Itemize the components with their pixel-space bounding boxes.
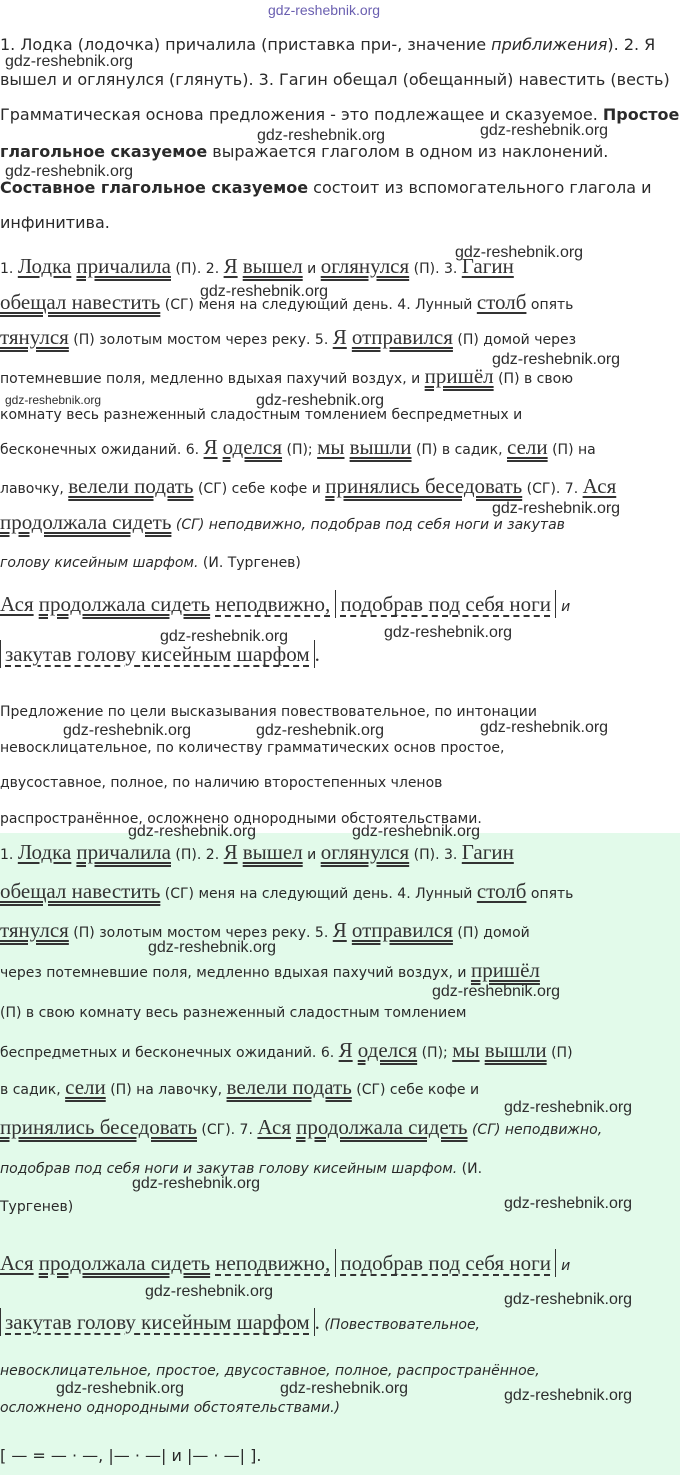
watermark: gdz-reshebnik.org <box>5 393 102 407</box>
predicate: сели <box>507 435 548 459</box>
participle-phrase: подобрав под себя ноги <box>335 1249 556 1277</box>
characteristics-line-1: Предложение по цели высказывания повествовательное, по интонации <box>0 704 537 720</box>
text: (П) золотым мостом через реку. 5. <box>68 925 333 941</box>
text: (П). 3. <box>409 847 462 863</box>
analysis-line-6 <box>0 437 596 460</box>
text-italic: голову кисейным шарфом. <box>0 555 199 571</box>
text-bold: глагольное сказуемое <box>0 142 208 161</box>
text: через потемневшие поля, медленно вдыхая пахучий воздух, и <box>0 965 471 981</box>
watermark: gdz-reshebnik.org <box>492 351 621 368</box>
watermark: gdz-reshebnik.org <box>280 1380 409 1397</box>
predicate: вышли <box>349 435 412 459</box>
analysis-line-7 <box>0 476 616 499</box>
analysis-line-9 <box>0 552 301 573</box>
watermark: gdz-reshebnik.org <box>128 823 257 840</box>
subject: мы <box>452 1038 480 1062</box>
text: Грамматическая основа предложения - это подлежащее и сказуемое. <box>0 105 603 124</box>
paragraph-morphemes-line-1 <box>0 35 655 55</box>
subject: Ася <box>582 474 617 498</box>
watermark: gdz-reshebnik.org <box>256 722 385 739</box>
watermark: gdz-reshebnik.org <box>56 1380 185 1397</box>
analysis-line-1 <box>0 256 514 279</box>
text: в садик, <box>0 1082 66 1098</box>
analysis-line-4 <box>0 366 573 389</box>
predicate: продолжала сидеть <box>0 510 172 534</box>
text: (П) домой <box>452 925 530 941</box>
subject: Я <box>338 1038 353 1062</box>
characteristics-line-2: невосклицательное, по количеству грамматических основ простое, <box>0 740 505 756</box>
predicate: тянулся <box>0 918 69 942</box>
subject: Я <box>223 254 238 278</box>
predicate: принялись беседовать <box>0 1115 197 1139</box>
watermark: gdz-reshebnik.org <box>504 1195 633 1212</box>
answer-line-2 <box>0 881 573 904</box>
answer-line-10: Тургенев) <box>0 1199 74 1215</box>
participle-phrase: подобрав под себя ноги <box>335 590 556 618</box>
characteristics-line-4: распространённое, осложнено однородными обстоятельствами. <box>0 811 482 827</box>
predicate: пришёл <box>424 364 494 388</box>
predicate: велели подать <box>226 1075 352 1099</box>
answer-line-7 <box>0 1077 479 1100</box>
watermark: gdz-reshebnik.org <box>384 624 513 641</box>
site-watermark-top[interactable]: gdz-reshebnik.org <box>268 2 381 18</box>
period: . <box>314 642 320 666</box>
predicate: причалила <box>76 254 171 278</box>
subject: мы <box>317 435 345 459</box>
analysis-line-3 <box>0 327 576 350</box>
text: состоит из вспомогательного глагола и <box>308 178 652 197</box>
predicate: оглянулся <box>320 254 410 278</box>
predicate: оделся <box>222 435 283 459</box>
text: (П) в садик, <box>411 442 507 458</box>
sentence-scheme-1 <box>0 590 570 621</box>
subject: Я <box>223 840 238 864</box>
text-bold: Составное глагольное сказуемое <box>0 178 309 197</box>
text: (П); <box>282 442 318 458</box>
answer-line-5: (П) в свою комнату весь разнеженный сладостным томлением <box>0 1005 467 1021</box>
theory-line-3 <box>0 178 651 198</box>
text: опять <box>526 886 574 902</box>
paragraph-morphemes-line-2: вышел и оглянулся (глянуть). 3. Гагин обещал (обещанный) навестить (весть) <box>0 70 670 89</box>
circumstance: неподвижно, <box>215 1251 331 1275</box>
watermark: gdz-reshebnik.org <box>455 244 584 261</box>
text: беспредметных и бесконечных ожиданий. 6. <box>0 1045 339 1061</box>
watermark: gdz-reshebnik.org <box>132 1175 261 1192</box>
subject: Я <box>203 435 218 459</box>
text: (И. <box>457 1161 483 1177</box>
watermark: gdz-reshebnik.org <box>480 122 609 139</box>
answer-line-8 <box>0 1117 602 1140</box>
predicate: принялись беседовать <box>325 474 523 498</box>
text-italic: подобрав под себя ноги и закутав голову кисейным шарфом. <box>0 1161 458 1177</box>
theory-line-2 <box>0 142 608 162</box>
text: (П) домой через <box>452 332 577 348</box>
predicate: сели <box>65 1075 106 1099</box>
predicate: продолжала сидеть <box>296 1115 468 1139</box>
text: (П) на лавочку, <box>105 1082 227 1098</box>
subject: Ася <box>0 592 34 616</box>
subject: столб <box>476 879 527 903</box>
conjunction: и <box>561 1258 571 1274</box>
watermark: gdz-reshebnik.org <box>492 500 621 517</box>
subject: Я <box>332 325 347 349</box>
text-italic: (СГ) неподвижно, подобрав под себя ноги и закутав <box>171 517 565 533</box>
watermark: gdz-reshebnik.org <box>148 939 277 956</box>
predicate: оглянулся <box>320 840 410 864</box>
predicate: продолжала сидеть <box>38 592 211 616</box>
predicate: обещал навестить <box>0 879 161 903</box>
subject: Я <box>332 918 347 942</box>
text: (П). 3. <box>409 261 462 277</box>
subject: Гагин <box>461 254 514 278</box>
watermark: gdz-reshebnik.org <box>257 127 386 144</box>
subject: столб <box>476 290 527 314</box>
watermark: gdz-reshebnik.org <box>5 163 134 180</box>
subject: Лодка <box>17 840 72 864</box>
answer-line-12: осложнено однородными обстоятельствами.) <box>0 1400 340 1416</box>
text-italic: (СГ) неподвижно, <box>467 1122 603 1138</box>
predicate: тянулся <box>0 325 69 349</box>
predicate: оделся <box>357 1038 418 1062</box>
watermark: gdz-reshebnik.org <box>432 983 561 1000</box>
subject: Ася <box>257 1115 291 1139</box>
analysis-line-8 <box>0 512 565 535</box>
watermark: gdz-reshebnik.org <box>5 53 134 70</box>
text: (П) золотым мостом через реку. 5. <box>68 332 333 348</box>
predicate: отправился <box>351 918 453 942</box>
text: 1. Лодка (лодочка) причалила (приставка при-, значение <box>0 35 492 54</box>
answer-line-4 <box>0 960 540 983</box>
characteristics-line-3: двусоставное, полное, по наличию второстепенных членов <box>0 775 443 791</box>
text: лавочку, <box>0 481 69 497</box>
predicate: отправился <box>351 325 453 349</box>
period: . <box>314 1310 320 1334</box>
text: (СГ) себе кофе и <box>351 1082 480 1098</box>
predicate: причалила <box>76 840 171 864</box>
answer-line-1 <box>0 842 514 865</box>
answer-scheme <box>0 1249 570 1280</box>
answer-scheme-cont <box>0 1308 480 1339</box>
text: (СГ). 7. <box>196 1122 258 1138</box>
watermark: gdz-reshebnik.org <box>480 719 609 736</box>
theory-line-4: инфинитива. <box>0 213 110 232</box>
sentence-formula: [ — = — · —, |— · —| и |— · —| ]. <box>0 1446 262 1465</box>
text: бесконечных ожиданий. 6. <box>0 442 204 458</box>
watermark: gdz-reshebnik.org <box>63 722 192 739</box>
subject: Гагин <box>461 840 514 864</box>
predicate: вышли <box>484 1038 547 1062</box>
text: (П); <box>417 1045 453 1061</box>
predicate: велели подать <box>68 474 194 498</box>
text: потемневшие поля, медленно вдыхая пахучий воздух, и <box>0 371 425 387</box>
text-italic: (Повествовательное, <box>319 1317 481 1333</box>
text: (СГ) меня на следующий день. 4. Лунный <box>160 297 477 313</box>
text: 1. <box>0 261 18 277</box>
circumstance: неподвижно, <box>215 592 331 616</box>
text: опять <box>526 297 574 313</box>
predicate: вышел <box>242 254 303 278</box>
text-bold: Простое <box>602 105 680 124</box>
text: (П) на <box>547 442 596 458</box>
watermark: gdz-reshebnik.org <box>145 1283 274 1300</box>
text: (П) в свою <box>493 371 573 387</box>
watermark: gdz-reshebnik.org <box>352 823 481 840</box>
text: (СГ) меня на следующий день. 4. Лунный <box>160 886 477 902</box>
conjunction: и <box>561 599 571 615</box>
author: (И. Тургенев) <box>198 555 301 571</box>
text: ). 2. Я <box>607 35 656 54</box>
watermark: gdz-reshebnik.org <box>160 628 289 645</box>
text: (П) <box>546 1045 573 1061</box>
watermark: gdz-reshebnik.org <box>504 1291 633 1308</box>
answer-line-11: невосклицательное, простое, двусоставное, полное, распространённое, <box>0 1363 540 1379</box>
text: (П). 2. <box>170 847 224 863</box>
text: (СГ). 7. <box>522 481 583 497</box>
participle-phrase: закутав голову кисейным шарфом <box>0 1308 315 1336</box>
watermark: gdz-reshebnik.org <box>256 392 385 409</box>
text: и <box>302 261 321 277</box>
watermark: gdz-reshebnik.org <box>504 1099 633 1116</box>
predicate: пришёл <box>470 958 540 982</box>
predicate: вышел <box>242 840 303 864</box>
watermark: gdz-reshebnik.org <box>504 1387 633 1404</box>
text: (СГ) себе кофе и <box>193 481 326 497</box>
text: 1. <box>0 847 18 863</box>
subject: Лодка <box>17 254 72 278</box>
subject: Ася <box>0 1251 34 1275</box>
predicate: обещал навестить <box>0 290 161 314</box>
predicate: продолжала сидеть <box>38 1251 211 1275</box>
text-italic: приближения <box>491 35 608 54</box>
participle-phrase: закутав голову кисейным шарфом <box>0 640 315 668</box>
text: выражается глаголом в одном из наклонений. <box>207 142 609 161</box>
answer-line-6 <box>0 1040 573 1063</box>
watermark: gdz-reshebnik.org <box>200 283 329 300</box>
text: (П). 2. <box>170 261 224 277</box>
text: и <box>302 847 321 863</box>
analysis-line-5: комнату весь разнеженный сладостным томлением беспредметных и <box>0 407 523 423</box>
